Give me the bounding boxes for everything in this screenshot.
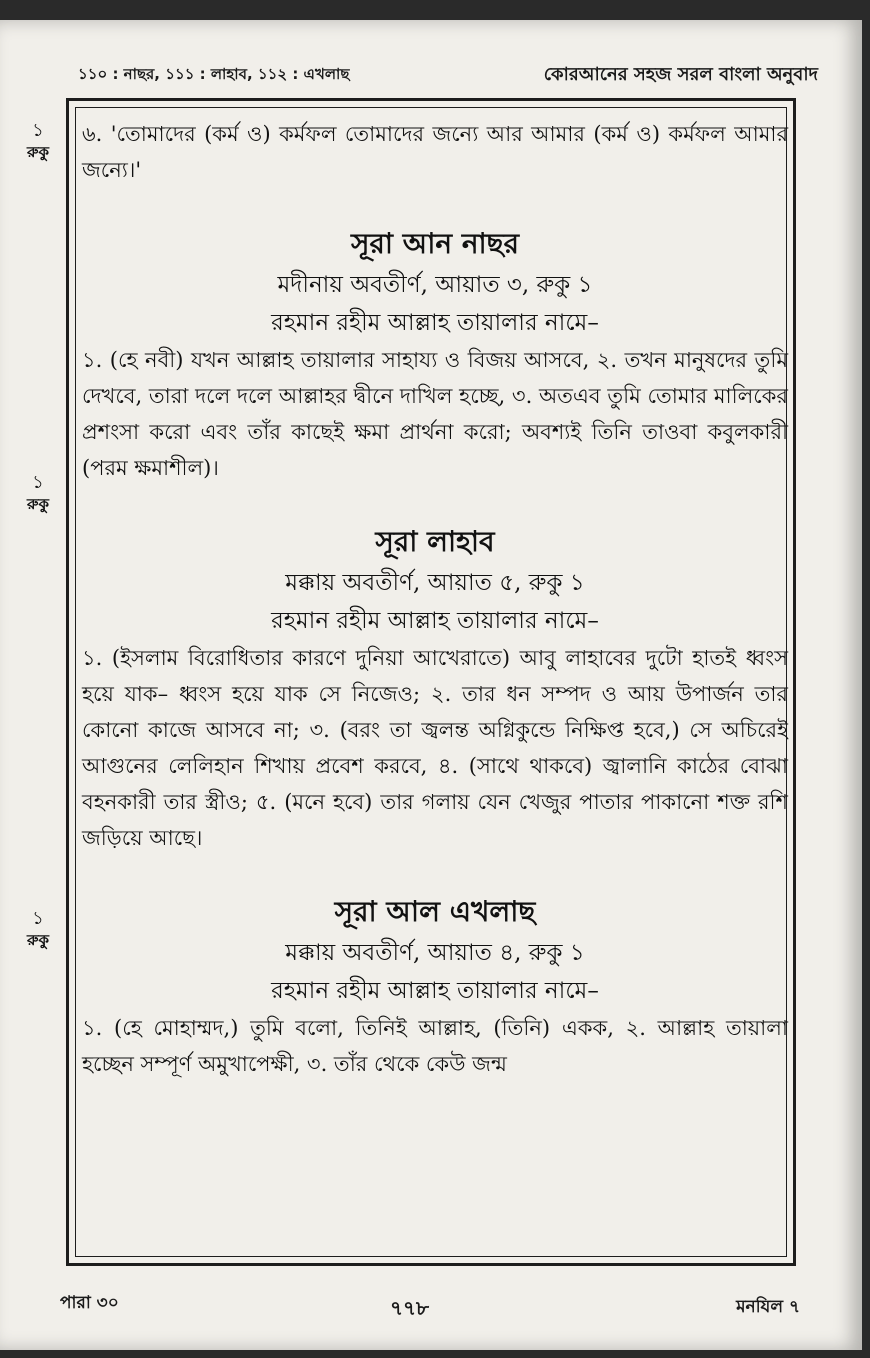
ruku-number: ১	[32, 908, 44, 929]
verse-paragraph: ৬. 'তোমাদের (কর্ম ও) কর্মফল তোমাদের জন্যে আর আমার (কর্ম ও) কর্মফল আমার জন্যে।'	[82, 122, 788, 182]
surah-title: সূরা লাহাব	[375, 525, 495, 558]
surah-an-nasr	[82, 222, 788, 486]
header-surah-list: ১১০ : নাছর, ১১১ : লাহাব, ১১২ : এখলাছ	[78, 64, 350, 83]
ruku-number: ১	[32, 472, 44, 493]
page-footer	[60, 1284, 800, 1324]
verse-paragraph: ১. (হে নবী) যখন আল্লাহ তায়ালার সাহায্য ও বিজয় আসবে, ২. তখন মানুষদের তুমি দেখবে, তারা দলে দলে আল্লাহর দ্বীনে দাখিল হচ্ছে, ৩. অতএব তুমি তোমার মালিকের প্রশংসা করো এবং তাঁর কাছেই ক্ষমা প্রার্থনা করো; অবশ্যই তিনি তাওবা কবুলকারী (পরম ক্ষমাশীল)।	[82, 348, 788, 480]
surah-lahab	[82, 520, 788, 856]
book-page	[0, 20, 862, 1350]
footer-para-number: পারা ৩০	[60, 1293, 119, 1313]
bismillah-line: রহমান রহীম আল্লাহ তায়ালার নামে–	[271, 310, 599, 336]
header-book-title: কোরআনের সহজ সরল বাংলা অনুবাদ	[543, 63, 818, 85]
ruku-marker	[16, 908, 60, 950]
surah-meta: মক্কায় অবতীর্ণ, আয়াত ৪, রুকু ১	[285, 940, 585, 966]
ruku-marker	[16, 120, 60, 162]
ruku-label: রুকু	[26, 931, 49, 949]
page-content	[82, 116, 788, 1082]
surah-meta: মদীনায় অবতীর্ণ, আয়াত ৩, রুকু ১	[277, 272, 593, 298]
surah-al-ikhlas	[82, 890, 788, 1082]
ruku-label: রুকু	[26, 495, 49, 513]
verse-paragraph: ১. (হে মোহাম্মদ,) তুমি বলো, তিনিই আল্লাহ, (তিনি) একক, ২. আল্লাহ তায়ালা হচ্ছেন সম্পূর্ণ অমুখাপেক্ষী, ৩. তাঁর থেকে কেউ জন্ম	[82, 1016, 788, 1076]
surah-title: সূরা আল এখলাছ	[334, 895, 536, 928]
surah-meta: মক্কায় অবতীর্ণ, আয়াত ৫, রুকু ১	[285, 570, 585, 596]
footer-manzil: মনযিল ৭	[736, 1297, 800, 1317]
bismillah-line: রহমান রহীম আল্লাহ তায়ালার নামে–	[271, 978, 599, 1004]
ruku-label: রুকু	[26, 143, 49, 161]
running-header	[78, 58, 818, 92]
bismillah-line: রহমান রহীম আল্লাহ তায়ালার নামে–	[271, 608, 599, 634]
verse-paragraph: ১. (ইসলাম বিরোধিতার কারণে দুনিয়া আখেরাতে) আবু লাহাবের দুটো হাতই ধ্বংস হয়ে যাক– ধ্বংস হয়ে যাক সে নিজেও; ২. তার ধন সম্পদ ও আয় উপার্জন তার কোনো কাজে আসবে না; ৩. (বরং তা জ্বলন্ত অগ্নিকুন্ডে নিক্ষিপ্ত হবে,) সে অচিরেই আগুনের লেলিহান শিখায় প্রবেশ করবে, ৪. (সাথে থাকবে) জ্বালানি কাঠের বোঝা বহনকারী তার স্ত্রীও; ৫. (মনে হবে) তার গলায় যেন খেজুর পাতার পাকানো শক্ত রশি জড়িয়ে আছে।	[82, 646, 788, 850]
ruku-marker	[16, 472, 60, 514]
page-number: ৭৭৮	[390, 1296, 429, 1320]
ruku-number: ১	[32, 120, 44, 141]
surah-title: সূরা আন নাছর	[350, 227, 520, 260]
